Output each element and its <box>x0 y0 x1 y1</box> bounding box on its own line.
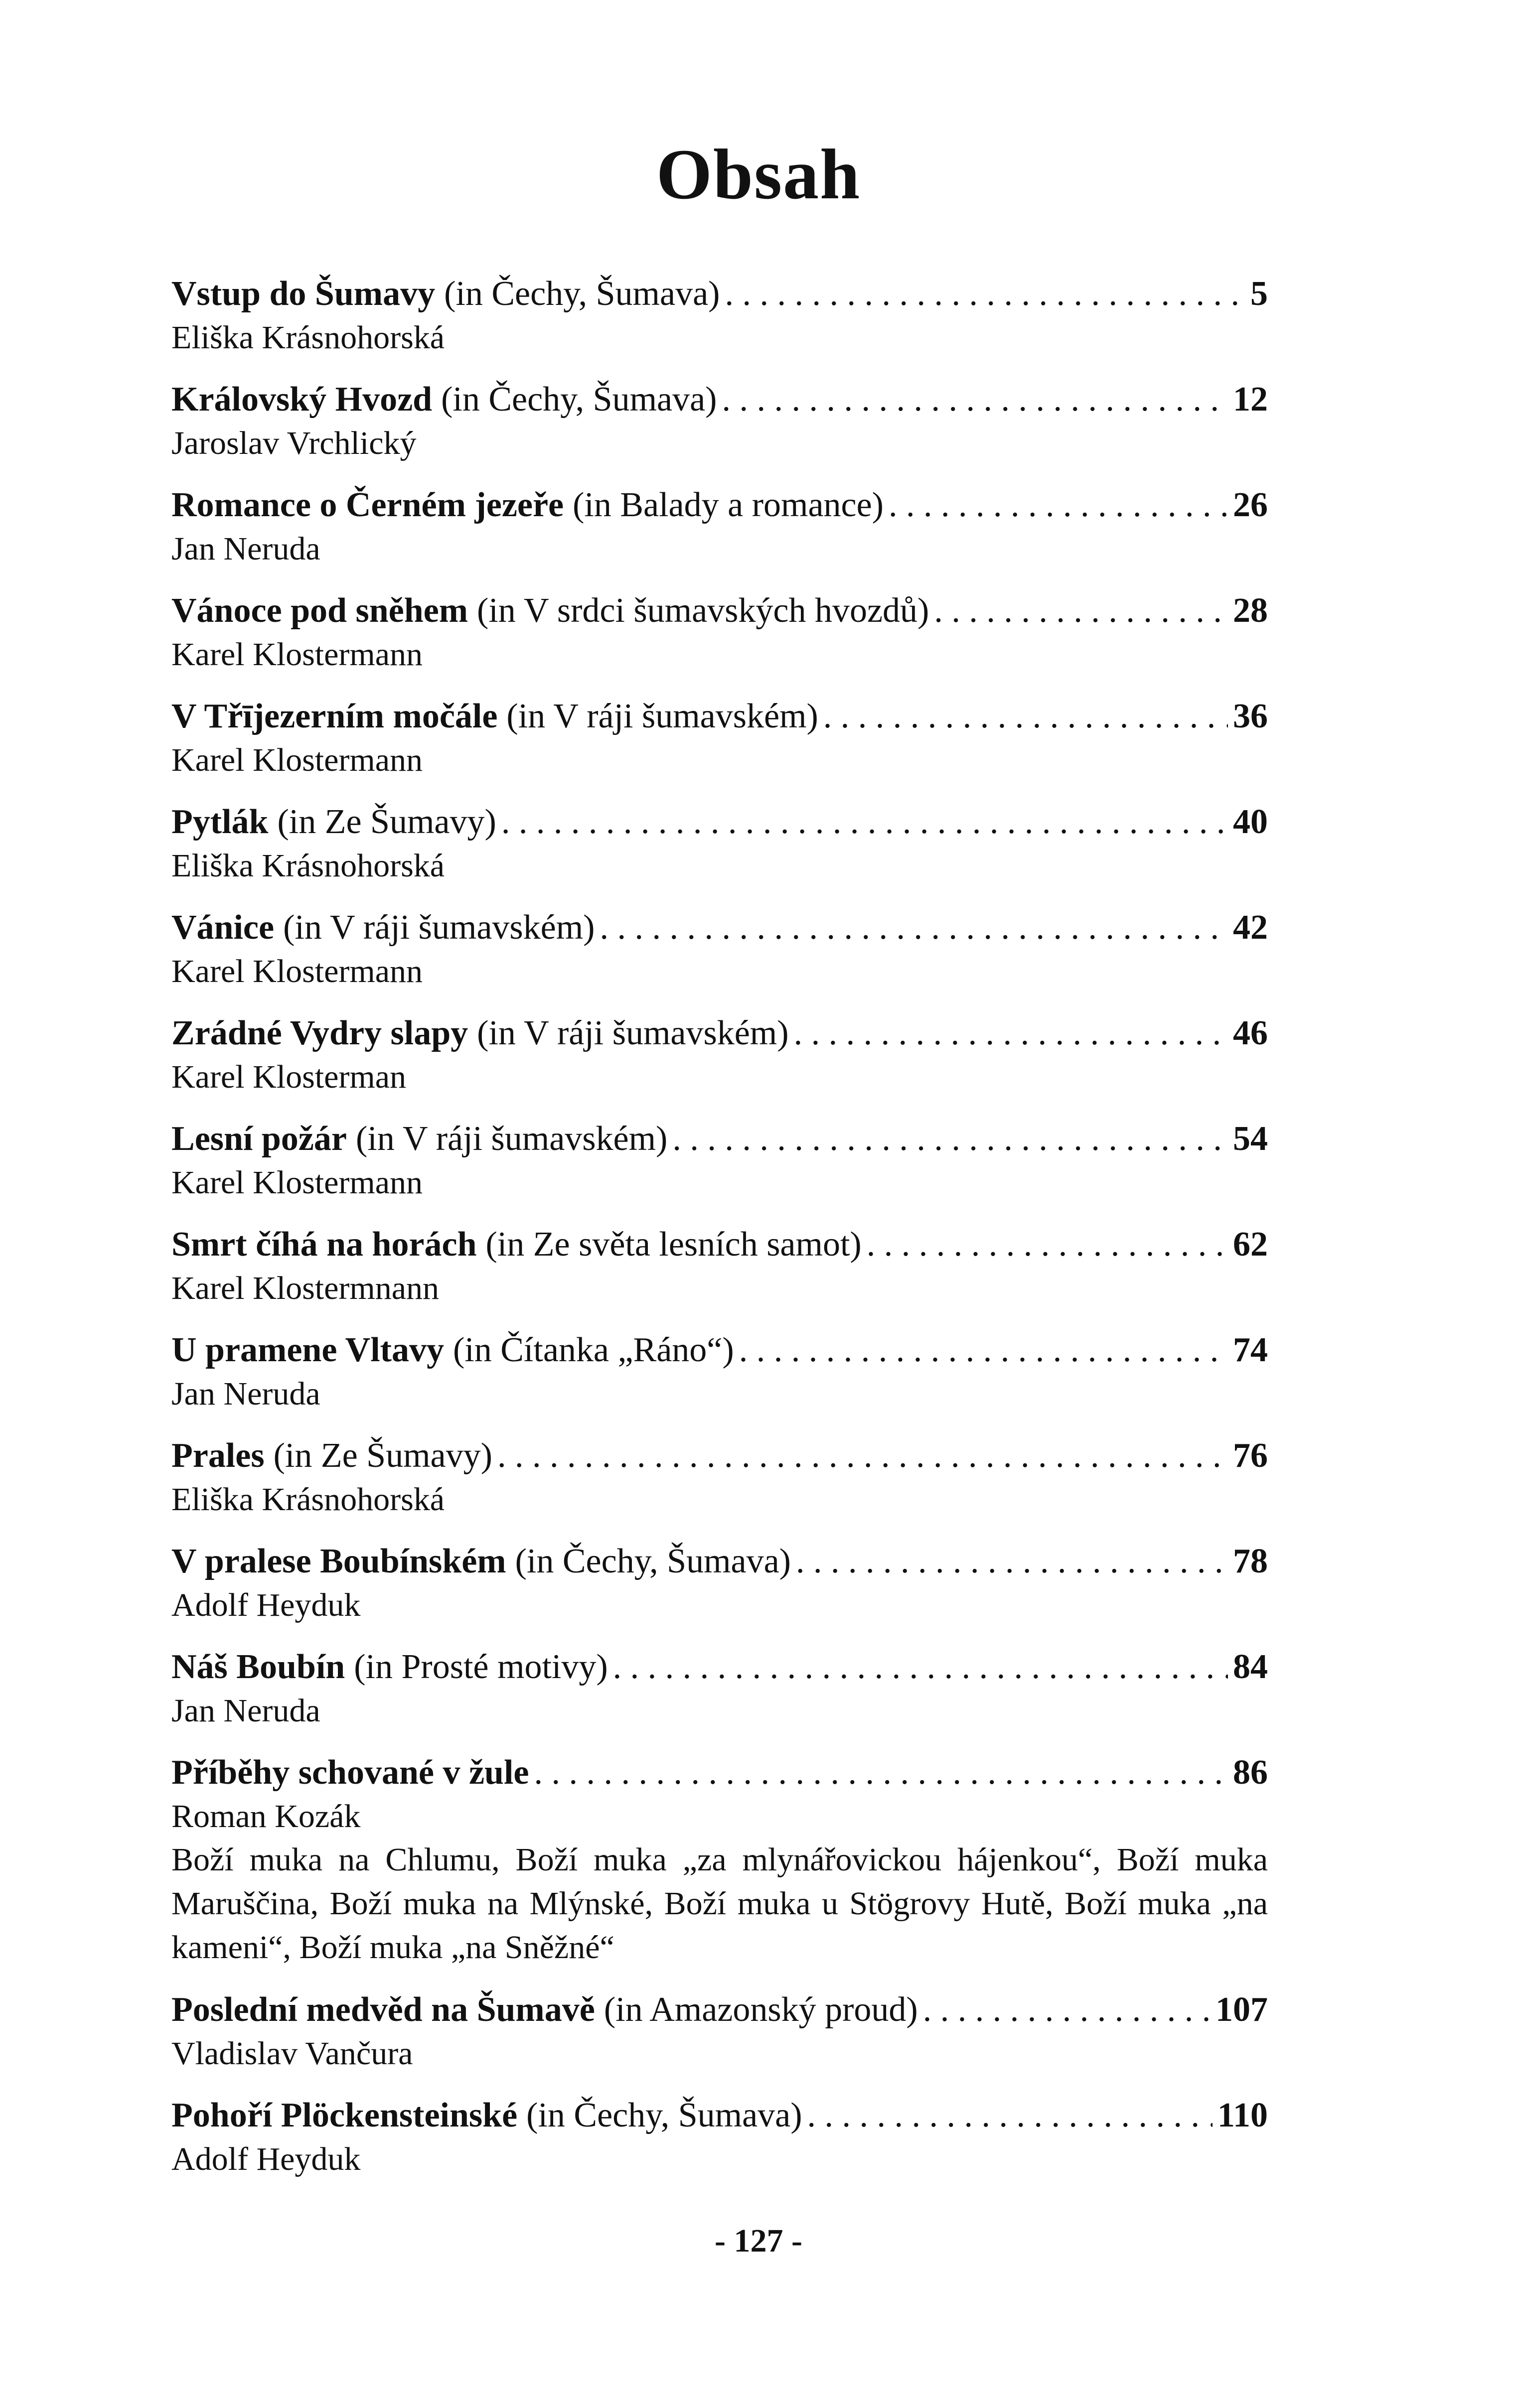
toc-entry-title: Romance o Černém jezeře <box>171 486 564 524</box>
dot-leader <box>725 272 1245 316</box>
dot-leader <box>613 1645 1228 1690</box>
toc-entry-author: Karel Klostermann <box>171 1164 423 1201</box>
toc-entry-author: Adolf Heyduk <box>171 2141 361 2177</box>
table-of-contents <box>171 272 1268 2199</box>
page-title: Obsah <box>656 135 861 214</box>
toc-entry-line <box>171 905 1268 950</box>
toc-entry-line <box>171 483 1268 528</box>
toc-entry-title: Vstup do Šumavy <box>171 275 436 313</box>
toc-entry-author: Jan Neruda <box>171 1693 320 1729</box>
toc-entry <box>171 2093 1268 2181</box>
toc-entry-author: Eliška Krásnohorská <box>171 848 445 884</box>
dot-leader <box>739 1328 1228 1373</box>
toc-entry <box>171 694 1268 782</box>
toc-entry <box>171 1750 1268 1970</box>
toc-entry-line <box>171 588 1268 633</box>
dot-leader <box>534 1750 1228 1795</box>
toc-entry-author: Jan Neruda <box>171 1376 320 1412</box>
toc-entry-author: Karel Klostermann <box>171 953 423 990</box>
toc-entry <box>171 1433 1268 1521</box>
toc-entry-line <box>171 272 1268 316</box>
dot-leader <box>867 1222 1228 1267</box>
toc-entry-line <box>171 1011 1268 1056</box>
toc-entry-title: Královský Hvozd <box>171 380 433 419</box>
toc-entry <box>171 483 1268 570</box>
dot-leader <box>889 483 1228 528</box>
toc-entry-source: (in Prosté motivy) <box>354 1648 608 1686</box>
toc-entry-note: Boží muka na Chlumu, Boží muka „za mlynářovickou hájenkou“, Boží muka Maruščina, Boží muka na Mlýnské, Boží muka u Stögrovy Hutě, Boží muka „na kameni“, Boží muka „na Sněžné“ <box>171 1841 1268 1966</box>
toc-entry-line <box>171 1645 1268 1690</box>
dot-leader <box>807 2093 1213 2138</box>
dot-leader <box>501 800 1228 845</box>
toc-entry-title: U pramene Vltavy <box>171 1331 444 1369</box>
toc-entry <box>171 1328 1268 1416</box>
toc-entry-author: Jaroslav Vrchlický <box>171 425 417 461</box>
toc-entry-title: Vánoce pod sněhem <box>171 591 468 630</box>
toc-entry <box>171 905 1268 993</box>
toc-entry-source: (in Čechy, Šumava) <box>515 1542 791 1580</box>
toc-entry-title: Pytlák <box>171 803 269 841</box>
toc-entry-author: Adolf Heyduk <box>171 1587 361 1623</box>
toc-entry-page: 107 <box>1215 1990 1268 2029</box>
toc-entry-page: 36 <box>1233 697 1268 735</box>
toc-entry-line <box>171 1222 1268 1267</box>
toc-entry-source: (in Ze světa lesních samot) <box>485 1225 862 1264</box>
toc-entry <box>171 1011 1268 1099</box>
dot-leader <box>497 1433 1228 1478</box>
toc-entry-title: Příběhy schované v žule <box>171 1753 529 1792</box>
toc-entry-title: Vánice <box>171 908 275 947</box>
dot-leader <box>794 1011 1228 1056</box>
toc-entry-title: Lesní požár <box>171 1120 347 1158</box>
dot-leader <box>600 905 1228 950</box>
toc-entry-line <box>171 694 1268 739</box>
toc-entry-page: 86 <box>1233 1753 1268 1792</box>
page-number: - 127 - <box>715 2223 802 2259</box>
toc-entry-title: Poslední medvěd na Šumavě <box>171 1990 595 2029</box>
toc-entry-author: Eliška Krásnohorská <box>171 319 445 356</box>
toc-entry-line <box>171 800 1268 845</box>
toc-entry <box>171 1222 1268 1310</box>
toc-entry-page: 76 <box>1233 1436 1268 1475</box>
toc-entry <box>171 1539 1268 1627</box>
toc-entry-page: 5 <box>1250 275 1268 313</box>
toc-entry-title: V pralese Boubínském <box>171 1542 506 1580</box>
toc-entry-author: Karel Klostermnann <box>171 1270 439 1306</box>
toc-entry-source: (in Ze Šumavy) <box>277 803 496 841</box>
toc-entry-page: 42 <box>1233 908 1268 947</box>
dot-leader <box>923 1987 1211 2032</box>
toc-entry-page: 54 <box>1233 1120 1268 1158</box>
toc-entry-title: V Třījezerním močále <box>171 697 498 735</box>
toc-entry-page: 26 <box>1233 486 1268 524</box>
toc-entry <box>171 1645 1268 1732</box>
toc-entry <box>171 1987 1268 2075</box>
toc-entry-page: 62 <box>1233 1225 1268 1264</box>
toc-entry-page: 84 <box>1233 1648 1268 1686</box>
toc-entry-source: (in Ze Šumavy) <box>273 1436 492 1475</box>
dot-leader <box>722 377 1228 422</box>
toc-entry-source: (in V srdci šumavských hvozdů) <box>477 591 929 630</box>
toc-entry-source: (in Balady a romance) <box>573 486 884 524</box>
toc-entry-author: Roman Kozák <box>171 1798 361 1835</box>
dot-leader <box>934 588 1228 633</box>
toc-entry-title: Prales <box>171 1436 265 1475</box>
toc-entry-page: 28 <box>1233 591 1268 630</box>
dot-leader <box>823 694 1228 739</box>
toc-entry-author: Karel Klostermann <box>171 636 423 673</box>
toc-entry-page: 74 <box>1233 1331 1268 1369</box>
dot-leader <box>796 1539 1228 1584</box>
toc-entry <box>171 588 1268 676</box>
toc-entry-source: (in V ráji šumavském) <box>283 908 595 947</box>
toc-entry-source: (in V ráji šumavském) <box>506 697 818 735</box>
toc-entry-line <box>171 2093 1268 2138</box>
toc-entry <box>171 1117 1268 1204</box>
toc-entry-title: Zrádné Vydry slapy <box>171 1014 468 1052</box>
toc-entry <box>171 272 1268 359</box>
toc-entry-line <box>171 1987 1268 2032</box>
toc-entry-line <box>171 1328 1268 1373</box>
toc-entry-line <box>171 1117 1268 1161</box>
toc-entry-author: Karel Klostermann <box>171 742 423 778</box>
toc-entry-title: Smrt číhá na horách <box>171 1225 477 1264</box>
toc-entry-page: 110 <box>1217 2096 1268 2134</box>
toc-entry-line <box>171 1433 1268 1478</box>
toc-entry-line <box>171 377 1268 422</box>
toc-entry-page: 12 <box>1233 380 1268 419</box>
toc-entry-source: (in V ráji šumavském) <box>355 1120 668 1158</box>
toc-entry <box>171 800 1268 887</box>
toc-entry-line <box>171 1539 1268 1584</box>
toc-entry-source: (in Amazonský proud) <box>604 1990 918 2029</box>
toc-entry-page: 40 <box>1233 803 1268 841</box>
toc-entry-source: (in Čechy, Šumava) <box>441 380 717 419</box>
toc-entry-author: Vladislav Vančura <box>171 2035 413 2072</box>
toc-entry-page: 46 <box>1233 1014 1268 1052</box>
dot-leader <box>672 1117 1228 1161</box>
toc-entry-author: Karel Klosterman <box>171 1059 406 1095</box>
toc-entry-source: (in Čechy, Šumava) <box>444 275 720 313</box>
toc-entry-source: (in Čítanka „Ráno“) <box>453 1331 734 1369</box>
toc-entry-source: (in Čechy, Šumava) <box>526 2096 802 2134</box>
toc-entry-page: 78 <box>1233 1542 1268 1580</box>
toc-entry-title: Náš Boubín <box>171 1648 345 1686</box>
toc-entry-source: (in V ráji šumavském) <box>477 1014 789 1052</box>
toc-entry-title: Pohoří Plöckensteinské <box>171 2096 518 2134</box>
toc-entry-line <box>171 1750 1268 1795</box>
toc-entry-author: Eliška Krásnohorská <box>171 1481 445 1518</box>
toc-entry-author: Jan Neruda <box>171 531 320 567</box>
toc-entry <box>171 377 1268 465</box>
